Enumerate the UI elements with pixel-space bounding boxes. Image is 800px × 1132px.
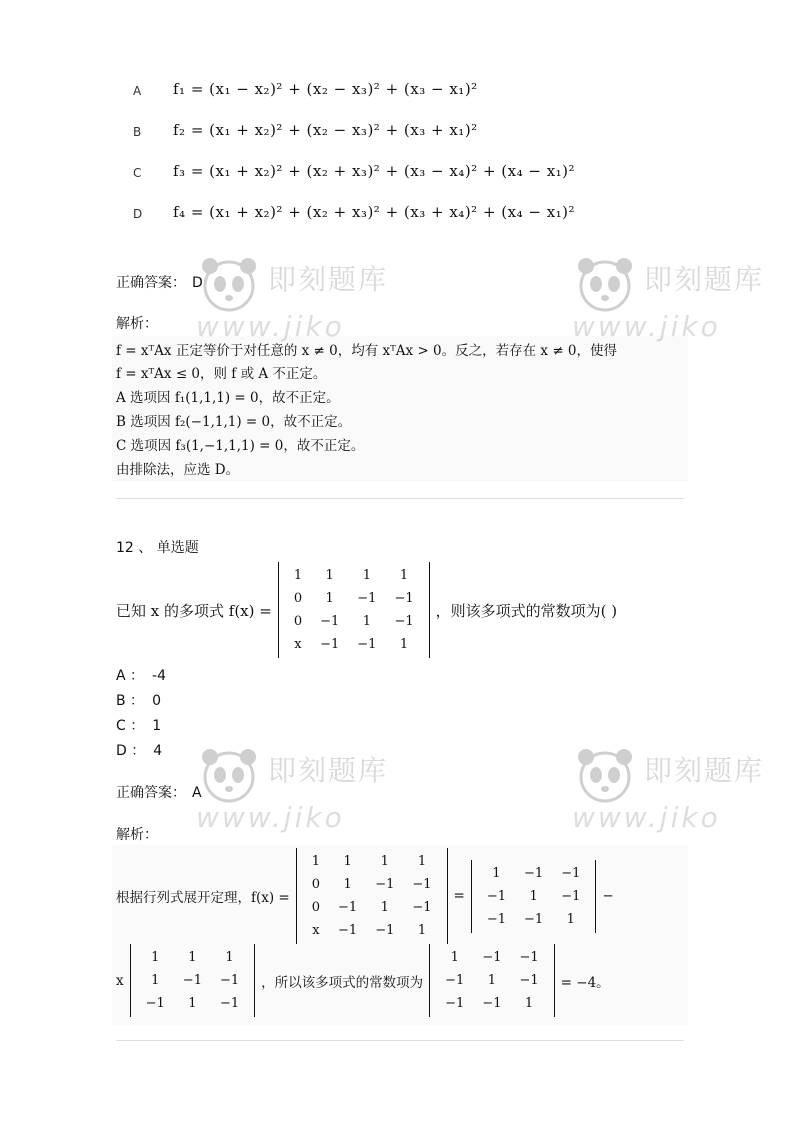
choice-letter: A [116, 668, 126, 684]
equals-sign: = [453, 888, 465, 904]
det-cell: 1 [362, 568, 371, 583]
section-divider [116, 1040, 684, 1041]
correct-answer-label: 正确答案： [116, 275, 186, 291]
det-cell: 1 [325, 568, 334, 583]
det-cell: −1 [320, 637, 340, 652]
det-cell: −1 [219, 973, 240, 988]
det-cell: x [312, 923, 320, 938]
choice-c[interactable]: C ： 1 [116, 718, 162, 734]
watermark-url: www.jiko [572, 310, 721, 343]
analysis-line: 由排除法，应选 D。 [116, 462, 240, 478]
choice-value: 1 [152, 718, 162, 734]
watermark [196, 745, 426, 845]
det-cell: −1 [519, 973, 539, 988]
choice-value: -4 [152, 668, 166, 684]
det-cell: 1 [362, 614, 371, 629]
det-cell: 1 [492, 865, 501, 881]
analysis-suffix: = −4。 [560, 974, 610, 991]
det-cell: 1 [293, 568, 303, 583]
option-letter: B [133, 125, 142, 139]
panda-logo-icon [572, 745, 638, 805]
det-cell: 1 [417, 854, 427, 869]
choice-d[interactable]: D ： 4 [116, 743, 163, 759]
det-cell: 1 [151, 950, 160, 965]
watermark-url: www.jiko [196, 310, 345, 343]
det-cell: −1 [182, 973, 202, 988]
det-cell: 0 [293, 591, 303, 606]
watermark-brand: 即刻题库 [644, 263, 765, 296]
panda-logo-icon [196, 745, 262, 805]
analysis-line: f = xᵀAx ≤ 0，则 f 或 A 不正定。 [116, 366, 327, 382]
det-cell: 1 [487, 973, 497, 988]
det-cell: −1 [338, 923, 358, 938]
option-letter: A [133, 84, 142, 98]
det-cell: 1 [566, 911, 575, 927]
watermark-brand: 即刻题库 [268, 754, 389, 787]
question-title: 12 、 单选题 [116, 540, 199, 556]
analysis-determinant-minor-1 [471, 860, 597, 933]
det-cell: 0 [293, 614, 303, 629]
det-cell: −1 [320, 614, 340, 629]
det-cell: 1 [529, 888, 538, 904]
choice-value: 0 [152, 693, 161, 709]
det-cell: −1 [219, 996, 240, 1011]
analysis-row-1 [116, 848, 614, 944]
correct-answer [116, 782, 202, 802]
watermark [572, 745, 800, 845]
det-cell: −1 [375, 877, 395, 892]
analysis-line: f = xᵀAx 正定等价于对任意的 x ≠ 0，均有 xᵀAx > 0。反之，若存在 x ≠ 0，使得 [116, 343, 618, 359]
det-cell: −1 [561, 865, 581, 881]
option-formula: f₂ = (x₁ + x₂)² + (x₂ − x₃)² + (x₃ + x₁)² [173, 121, 478, 139]
det-cell: 0 [311, 900, 321, 915]
det-cell: 1 [399, 637, 409, 652]
det-cell: −1 [394, 591, 414, 606]
choice-value: 4 [153, 743, 163, 759]
stem-suffix: ，则该多项式的常数项为( ) [435, 601, 618, 620]
det-cell: −1 [482, 996, 502, 1011]
watermark-url: www.jiko [196, 801, 345, 834]
det-cell: 1 [343, 854, 352, 869]
analysis-determinant-main [296, 848, 448, 944]
watermark-brand: 即刻题库 [268, 263, 389, 296]
det-cell: 1 [311, 854, 321, 869]
question-stem [116, 562, 617, 658]
det-cell: −1 [445, 996, 465, 1011]
choice-letter: B [116, 693, 126, 709]
analysis-mid: ，所以该多项式的常数项为 [261, 974, 424, 991]
det-cell: x [294, 637, 302, 652]
det-cell: −1 [412, 900, 432, 915]
minus-sign: − [602, 888, 614, 904]
det-cell: 1 [225, 950, 234, 965]
x-factor: x [116, 972, 124, 989]
stem-determinant [278, 562, 430, 658]
det-cell: −1 [519, 950, 539, 965]
det-cell: −1 [394, 614, 414, 629]
watermark-brand: 即刻题库 [644, 754, 765, 787]
det-cell: 1 [188, 950, 197, 965]
analysis-label: 解析： [116, 316, 158, 332]
det-cell: 1 [343, 877, 352, 892]
analysis-row-2 [116, 944, 610, 1017]
analysis-line: C 选项因 f₃(1,−1,1,1) = 0，故不正定。 [116, 438, 365, 454]
correct-answer-label: 正确答案： [116, 785, 186, 801]
analysis-determinant-constant [429, 944, 555, 1017]
panda-logo-icon [572, 254, 638, 314]
stem-prefix: 已知 x 的多项式 f(x) = [116, 601, 272, 620]
det-cell: −1 [412, 877, 432, 892]
det-cell: 1 [524, 996, 534, 1011]
det-cell: −1 [357, 591, 377, 606]
watermark-url: www.jiko [572, 801, 721, 834]
det-cell: −1 [561, 888, 581, 904]
option-letter: D [133, 207, 143, 221]
analysis-determinant-minor-2 [130, 944, 256, 1017]
det-cell: 1 [380, 854, 389, 869]
option-letter: C [133, 166, 142, 180]
panda-logo-icon [196, 254, 262, 314]
option-formula: f₃ = (x₁ + x₂)² + (x₂ + x₃)² + (x₃ − x₄)² + (x₄ − x₁)² [173, 162, 576, 180]
correct-answer-value: D [192, 275, 203, 291]
det-cell: 1 [417, 923, 427, 938]
det-cell: 0 [311, 877, 321, 892]
det-cell: −1 [145, 996, 165, 1011]
det-cell: −1 [357, 637, 377, 652]
det-cell: 1 [325, 591, 334, 606]
det-cell: 1 [151, 973, 160, 988]
correct-answer-value: A [192, 785, 202, 801]
det-cell: 1 [450, 950, 459, 965]
analysis-label: 解析： [116, 827, 158, 843]
choice-letter: D [116, 743, 127, 759]
det-cell: −1 [486, 888, 507, 904]
det-cell: 1 [380, 900, 389, 915]
det-cell: −1 [375, 923, 395, 938]
det-cell: −1 [338, 900, 358, 915]
choice-letter: C [116, 718, 126, 734]
det-cell: −1 [524, 865, 544, 881]
choice-b[interactable]: B ： 0 [116, 693, 161, 709]
option-formula: f₄ = (x₁ + x₂)² + (x₂ + x₃)² + (x₃ + x₄)² + (x₄ − x₁)² [173, 203, 576, 221]
det-cell: −1 [445, 973, 465, 988]
choice-a[interactable]: A ： -4 [116, 668, 166, 684]
det-cell: −1 [482, 950, 502, 965]
section-divider [116, 498, 684, 499]
correct-answer [116, 272, 203, 292]
det-cell: 1 [188, 996, 197, 1011]
analysis-line: B 选项因 f₂(−1,1,1) = 0，故不正定。 [116, 414, 352, 430]
det-cell: −1 [486, 911, 507, 927]
det-cell: 1 [399, 568, 409, 583]
det-cell: −1 [524, 911, 544, 927]
analysis-prefix: 根据行列式展开定理，f(x) = [116, 890, 290, 906]
analysis-line: A 选项因 f₁(1,1,1) = 0，故不正定。 [116, 390, 340, 406]
option-formula: f₁ = (x₁ − x₂)² + (x₂ − x₃)² + (x₃ − x₁)² [173, 80, 478, 98]
